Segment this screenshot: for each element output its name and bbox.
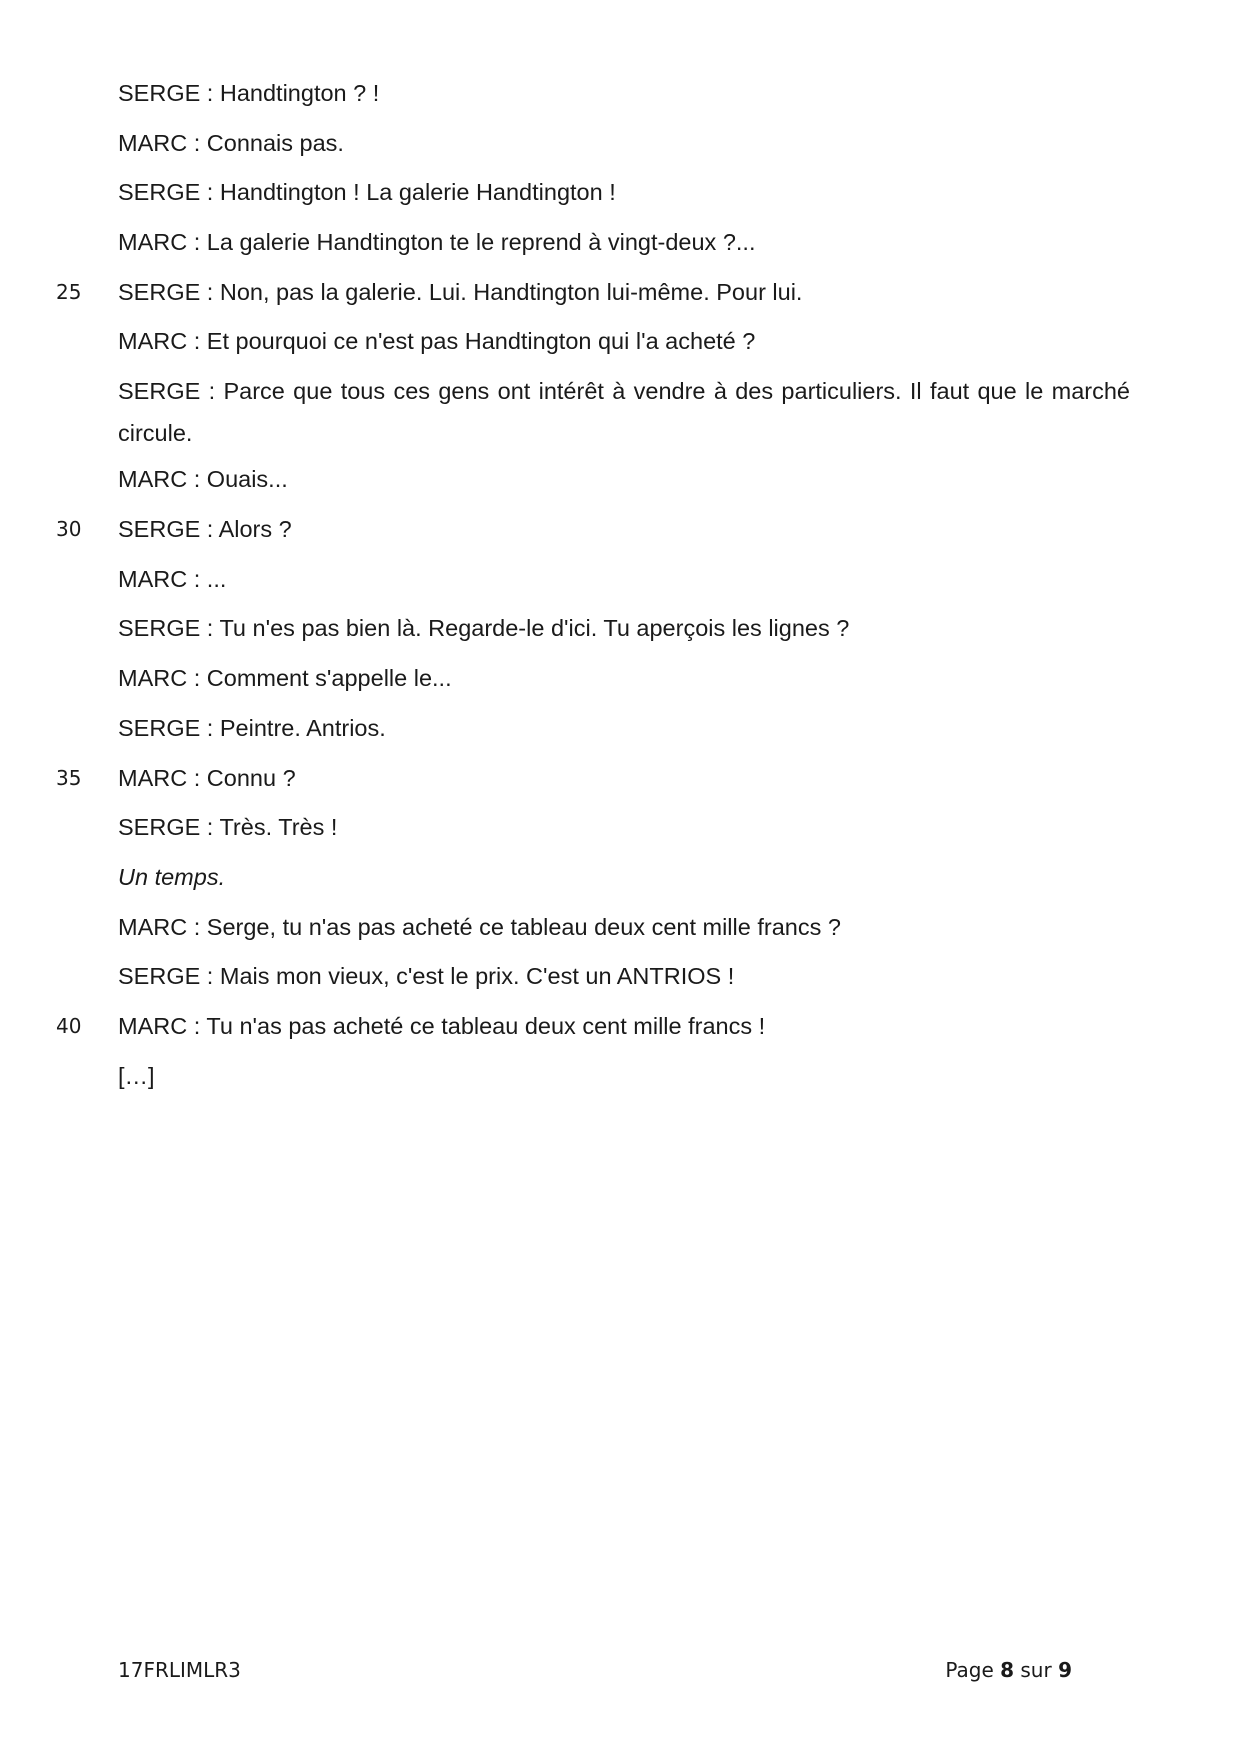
- dialogue-line: SERGE : Peintre. Antrios.: [118, 715, 386, 741]
- dialogue-line: MARC : Connais pas.: [118, 130, 344, 156]
- dialogue-line: MARC : Tu n'as pas acheté ce tableau deux cent mille francs !: [118, 1013, 766, 1039]
- stage-direction: Un temps.: [118, 864, 226, 890]
- dialogue-line: MARC : Comment s'appelle le...: [118, 665, 452, 691]
- ellipsis-marker: […]: [118, 1063, 155, 1089]
- dialogue-line: MARC : ...: [118, 566, 227, 592]
- dialogue-line: MARC : Connu ?: [118, 765, 296, 791]
- dialogue-line: SERGE : Très. Très !: [118, 814, 338, 840]
- dialogue-line: MARC : Et pourquoi ce n'est pas Handtington qui l'a acheté ?: [118, 328, 756, 354]
- page-number: Page 8 sur 9: [945, 1658, 1072, 1682]
- document-code: 17FRLIMLR3: [118, 1658, 241, 1682]
- dialogue-line: MARC : La galerie Handtington te le reprend à vingt-deux ?...: [118, 229, 756, 255]
- dialogue-line: MARC : Ouais...: [118, 466, 288, 492]
- line-number: 25: [56, 280, 82, 304]
- line-number: 40: [56, 1014, 82, 1038]
- dialogue-line: SERGE : Alors ?: [118, 516, 292, 542]
- line-number: 30: [56, 517, 82, 541]
- dialogue-line: SERGE : Handtington ? !: [118, 80, 380, 106]
- dialogue-line: SERGE : Mais mon vieux, c'est le prix. C'est un ANTRIOS !: [118, 963, 735, 989]
- line-number: 35: [56, 766, 82, 790]
- dialogue-line: MARC : Serge, tu n'as pas acheté ce tableau deux cent mille francs ?: [118, 914, 841, 940]
- dialogue-line: SERGE : Non, pas la galerie. Lui. Handtington lui-même. Pour lui.: [118, 279, 803, 305]
- dialogue-line: SERGE : Tu n'es pas bien là. Regarde-le d'ici. Tu aperçois les lignes ?: [118, 615, 850, 641]
- dialogue-line: SERGE : Parce que tous ces gens ont intérêt à vendre à des particuliers. Il faut que le marché circule.: [118, 378, 1130, 446]
- dialogue-line: SERGE : Handtington ! La galerie Handtington !: [118, 179, 616, 205]
